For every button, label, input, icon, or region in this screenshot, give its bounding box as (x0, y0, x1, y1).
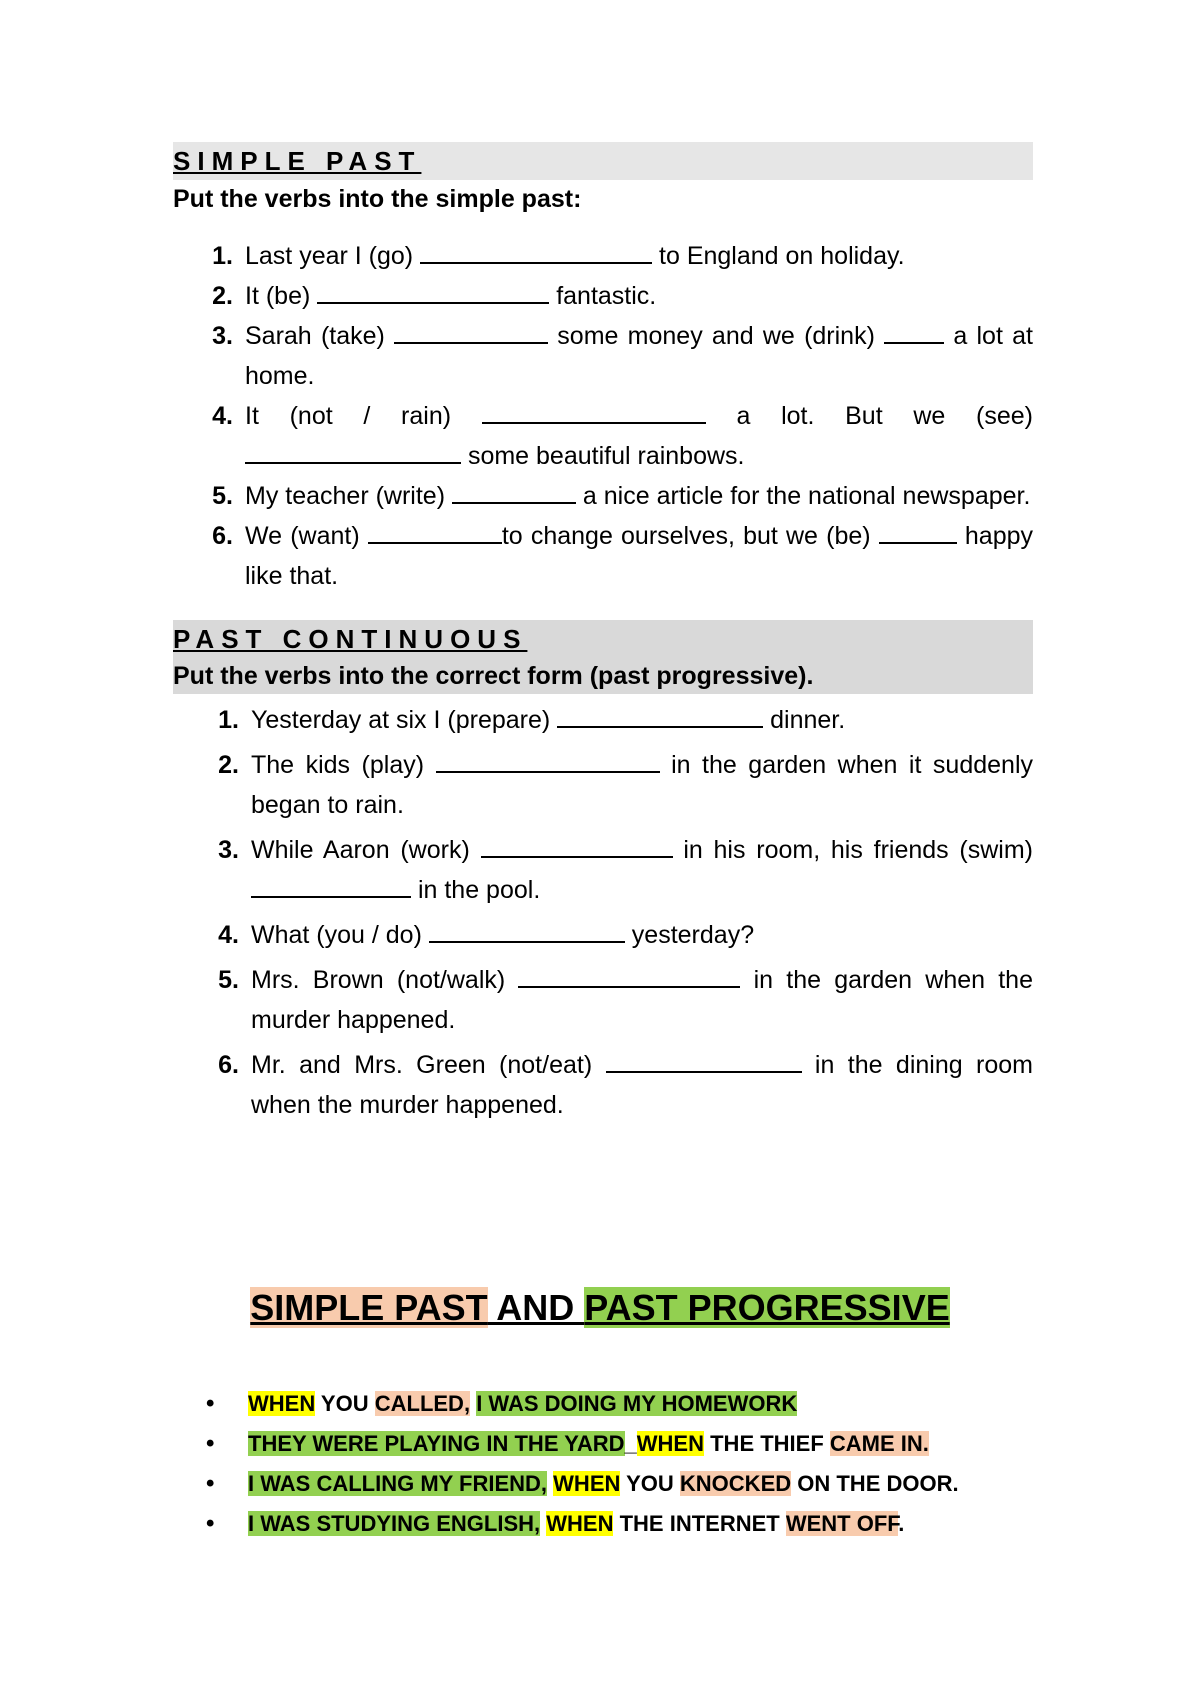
item-text: in the garden when it suddenly began to rain. (251, 751, 1034, 819)
summary-title (0, 1284, 1200, 1332)
example-sentence (200, 1464, 959, 1504)
item-text: While Aaron (work) (251, 836, 481, 864)
answer-blank[interactable] (429, 915, 625, 943)
item-text: Yesterday at six I (prepare) (251, 706, 558, 734)
item-text: We (want) (245, 522, 368, 550)
example-sentence (200, 1384, 959, 1424)
plain-text: THE INTERNET (613, 1511, 786, 1536)
past-continuous-header (173, 620, 1033, 658)
answer-blank[interactable] (481, 830, 673, 858)
item-text: a lot at home. (245, 322, 1033, 390)
exercise-item (173, 516, 1033, 596)
simple-past-exercise-list (173, 236, 1033, 596)
answer-blank[interactable] (394, 316, 548, 344)
simple-past-header (173, 142, 1033, 180)
item-text: some beautiful rainbows. (461, 442, 745, 470)
answer-blank[interactable] (251, 870, 411, 898)
answer-blank[interactable] (606, 1045, 802, 1073)
item-number: 4. (212, 402, 233, 430)
item-number: 2. (212, 282, 233, 310)
answer-blank[interactable] (368, 516, 502, 544)
example-sentence (200, 1424, 959, 1464)
answer-blank[interactable] (518, 960, 740, 988)
item-text: happy like that. (245, 522, 1034, 590)
exercise-item (173, 236, 1033, 276)
plain-text: THE THIEF (704, 1431, 830, 1456)
plain-text: YOU (315, 1391, 375, 1416)
item-text: Mr. and Mrs. Green (not/eat) (251, 1051, 606, 1079)
item-text: dinner. (763, 706, 846, 734)
item-text: Mrs. Brown (not/walk) (251, 966, 519, 994)
item-text: My teacher (write) (245, 482, 452, 510)
summary-title-simple-past: SIMPLE PAST (250, 1287, 488, 1328)
exercise-item (173, 745, 1033, 825)
item-number: 2. (218, 751, 239, 779)
answer-blank[interactable] (245, 436, 461, 464)
when-keyword: WHEN (248, 1391, 316, 1416)
simple-past-phrase: WENT OFF (785, 1511, 899, 1536)
item-text: Sarah (take) (245, 322, 395, 350)
past-continuous-header-block (173, 620, 1033, 694)
simple-past-title: SIMPLE PAST (173, 146, 422, 176)
past-progressive-phrase: THEY WERE PLAYING IN THE YARD (248, 1431, 625, 1456)
item-number: 4. (218, 921, 239, 949)
exercise-item (173, 830, 1033, 910)
exercise-item (173, 276, 1033, 316)
item-text: to change ourselves, but we (be) (501, 522, 879, 550)
exercise-item (173, 1045, 1033, 1125)
simple-past-instruction: Put the verbs into the simple past: (173, 185, 582, 213)
item-number: 1. (212, 242, 233, 270)
plain-text: YOU (620, 1471, 680, 1496)
item-number: 6. (218, 1051, 239, 1079)
answer-blank[interactable] (884, 316, 944, 344)
item-text: in his room, his friends (swim) (672, 836, 1034, 864)
item-text: It (be) (245, 282, 318, 310)
item-text: What (you / do) (251, 921, 429, 949)
answer-blank[interactable] (436, 745, 660, 773)
item-text: in the pool. (411, 876, 541, 904)
past-progressive-phrase: I WAS CALLING MY FRIEND, (248, 1471, 548, 1496)
plain-text: ON THE DOOR. (791, 1471, 959, 1496)
item-number: 6. (212, 522, 233, 550)
simple-past-phrase: KNOCKED (679, 1471, 792, 1496)
item-number: 5. (218, 966, 239, 994)
exercise-item (173, 476, 1033, 516)
answer-blank[interactable] (420, 236, 652, 264)
when-keyword: WHEN (553, 1471, 621, 1496)
item-number: 1. (218, 706, 239, 734)
item-text: a lot. But we (see) (705, 402, 1033, 430)
exercise-item (173, 960, 1033, 1040)
when-keyword: WHEN (546, 1511, 614, 1536)
item-text: to England on holiday. (652, 242, 905, 270)
item-text: in the dining room when the murder happened. (251, 1051, 1033, 1119)
item-text: a nice article for the national newspaper. (575, 482, 1031, 510)
plain-text: . (898, 1511, 905, 1536)
exercise-item (173, 316, 1033, 396)
exercise-item (173, 915, 1033, 955)
item-number: 3. (212, 322, 233, 350)
simple-past-phrase: CAME IN. (829, 1431, 929, 1456)
item-number: 5. (212, 482, 233, 510)
item-text: The kids (play) (251, 751, 436, 779)
summary-title-and: AND (487, 1287, 585, 1328)
example-sentences-list (200, 1384, 959, 1544)
exercise-item (173, 396, 1033, 476)
example-sentence (200, 1504, 959, 1544)
item-text: yesterday? (624, 921, 755, 949)
answer-blank[interactable] (452, 476, 576, 504)
summary-title-past-progressive: PAST PROGRESSIVE (584, 1287, 950, 1328)
worksheet (173, 142, 1033, 1130)
item-text: in the garden when the murder happened. (251, 966, 1033, 1034)
past-progressive-phrase: I WAS STUDYING ENGLISH, (248, 1511, 541, 1536)
item-number: 3. (218, 836, 239, 864)
simple-past-phrase: CALLED, (374, 1391, 471, 1416)
item-text: It (not / rain) (245, 402, 482, 430)
plain-text: _ (624, 1431, 637, 1456)
past-progressive-phrase: I WAS DOING MY HOMEWORK (476, 1391, 798, 1416)
item-text: Last year I (go) (245, 242, 421, 270)
past-continuous-instruction: Put the verbs into the correct form (past progressive). (173, 662, 814, 690)
exercise-item (173, 700, 1033, 740)
answer-blank[interactable] (482, 396, 706, 424)
when-keyword: WHEN (636, 1431, 704, 1456)
past-continuous-exercise-list (173, 700, 1033, 1125)
answer-blank[interactable] (557, 700, 763, 728)
answer-blank[interactable] (879, 516, 957, 544)
item-text: fantastic. (549, 282, 657, 310)
answer-blank[interactable] (317, 276, 549, 304)
item-text: some money and we (drink) (548, 322, 885, 350)
past-continuous-title: PAST CONTINUOUS (173, 624, 528, 654)
